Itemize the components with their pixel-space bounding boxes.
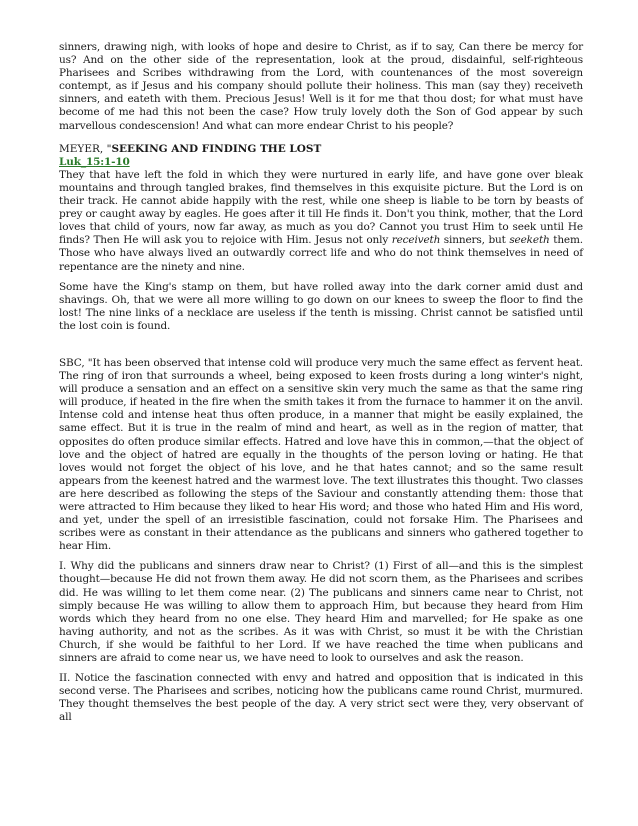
scripture-reference-link[interactable]: Luk_15:1-10	[59, 155, 130, 168]
intro-paragraph: sinners, drawing nigh, with looks of hope and desire to Christ, as if to say, Can there be mercy for us? And on the other side of the representation, look at the proud, disdainful, self-righteous Pharisees and Scribes withdrawing from the Lord, with countenances of the most sovereign contempt, as if Jesus and his company should pollute their holiness. This man (say they) receiveth sinners, and eateth with them. Precious Jesus! Well is it for me that thou dost; for what must have become of me had this not been the case? How truly lovely doth the Son of God appear by such marvellous condescension! And what can more endear Christ to his people?	[59, 41, 583, 132]
heading-prefix: MEYER, "	[59, 142, 112, 155]
sbc-paragraph-3: II. Notice the fascination connected with envy and hatred and opposition that is indicated in this second verse. The Pharisees and scribes, noticing how the publicans came round Christ, murmured. They thought themselves the best people of the day. A very strict sect were they, very observant of all	[59, 672, 583, 724]
emphasis-receiveth: receiveth	[391, 234, 441, 247]
sbc-paragraph-2: I. Why did the publicans and sinners draw near to Christ? (1) First of all—and this is the simplest thought—because He did not frown them away. He did not scorn them, as the Pharisees and scribes did. He was willing to let them come near. (2) The publicans and sinners came near to Christ, not simply because He was willing to allow them to approach Him, but because they heard from Him words which they heard from no one else. They heard Him and marvelled; for He spake as one having authority, and not as the scribes. As it was with Christ, so must it be with the Christian Church, if she would be faithful to her Lord. If we have reached the time when publicans and sinners are afraid to come near us, we have need to look to ourselves and ask the reason.	[59, 560, 583, 665]
meyer-paragraph-1	[59, 169, 583, 274]
heading-title: SEEKING AND FINDING THE LOST	[111, 142, 322, 155]
meyer-p1-text-a: They that have left the fold in which they were nurtured in early life, and have gone over bleak mountains and through tangled brakes, find themselves in this exquisite picture. But the Lord is on their track. He cannot abide happily with the rest, while one sheep is liable to be torn by beasts of prey or caught away by eagles. He goes after it till He finds it. Don't you think, mother, that the Lord loves that child of yours, now far away, as much as you do? Cannot you trust Him to seek until He finds? Then He will ask you to rejoice with Him. Jesus not only	[59, 168, 583, 247]
section-heading-meyer	[59, 143, 583, 156]
scripture-reference	[59, 156, 583, 169]
meyer-paragraph-2: Some have the King's stamp on them, but have rolled away into the dark corner amid dust and shavings. Oh, that we were all more willing to go down on our knees to sweep the floor to find the lost! The nine links of a necklace are useless if the tenth is missing. Christ cannot be satisfied until the lost coin is found.	[59, 280, 583, 332]
document-page	[59, 41, 583, 725]
meyer-p1-text-b: sinners, but	[440, 234, 510, 247]
emphasis-seeketh: seeketh	[509, 234, 550, 247]
meyer-p1-text-c: them. Those who have always lived an outwardly correct life and who do not think themselves in need of repentance are the ninety and nine.	[59, 234, 583, 273]
sbc-paragraph-1: SBC, "It has been observed that intense cold will produce very much the same effect as fervent heat. The ring of iron that surrounds a wheel, being exposed to keen frosts during a long winter's night, will produce a sensation and an effect on a sensitive skin very much the same as that the same ring will produce, if heated in the fire when the smith takes it from the furnace to hammer it on the anvil. Intense cold and intense heat thus often produce, in a manner that might be easily explained, the same effect. But it is true in the realm of mind and heart, as well as in the region of matter, that opposites do often produce similar effects. Hatred and love have this in common,—that the object of love and the object of hatred are equally in the thoughts of the person loving or hating. He that loves would not forget the object of his love, and he that hates cannot; and so the same result appears from the keenest hatred and the warmest love. The text illustrates this thought. Two classes are here described as following the steps of the Saviour and constantly attending them: those that were attracted to Him because they liked to hear His word; and those who hated Him and His word, and yet, under the spell of an irresistible fascination, could not forsake Him. The Pharisees and scribes were as constant in their attendance as the publicans and sinners who gathered together to hear Him.	[59, 356, 583, 553]
